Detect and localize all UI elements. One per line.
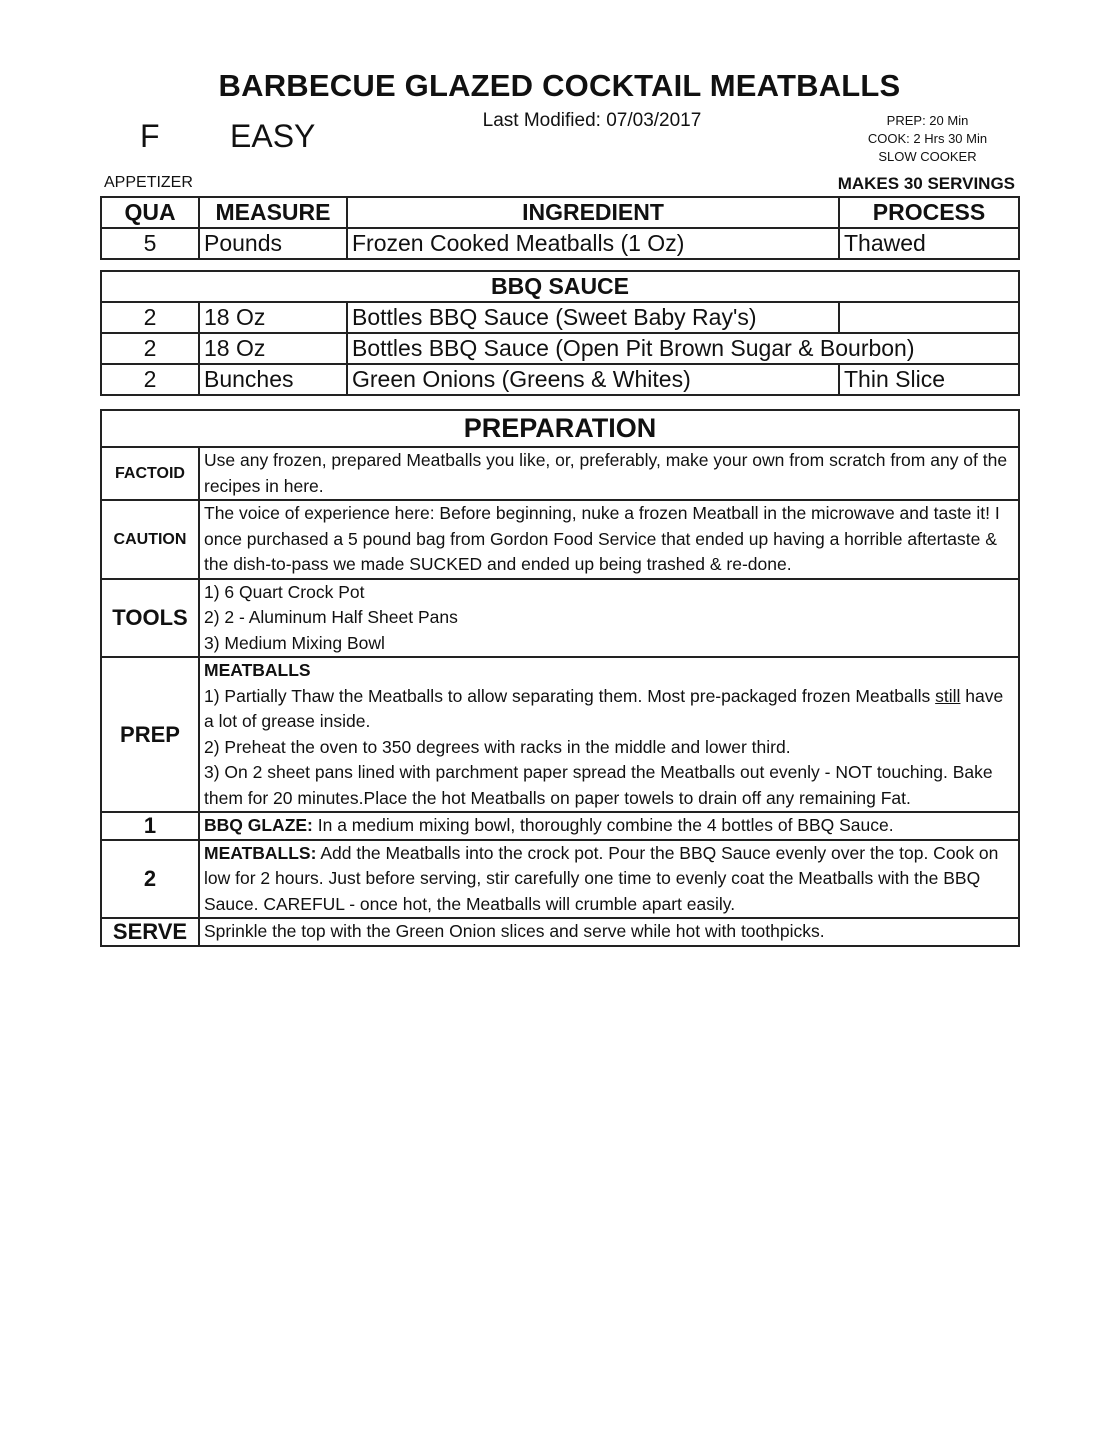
ingredient-measure: Pounds bbox=[199, 228, 347, 259]
caution-text: The voice of experience here: Before beginning, nuke a frozen Meatball in the microwave and taste it! I once purchased a 5 pound bag from Gordon Food Service that ended up having a horrible aftertaste & the dish-to-pass we made SUCKED and ended up being trashed & re-done. bbox=[199, 500, 1019, 579]
difficulty: EASY bbox=[230, 118, 316, 154]
prep-heading: MEATBALLS bbox=[204, 660, 311, 680]
sauce-section-title: BBQ SAUCE bbox=[101, 271, 1019, 302]
step-2-label: 2 bbox=[101, 840, 199, 919]
ingredient-qty: 5 bbox=[101, 228, 199, 259]
ingredient-row bbox=[101, 364, 1019, 395]
factoid-label: FACTOID bbox=[101, 447, 199, 500]
serve-label: SERVE bbox=[101, 918, 199, 946]
prep-label: PREP bbox=[101, 657, 199, 812]
factoid-row bbox=[101, 447, 1019, 500]
col-header-ingredient: INGREDIENT bbox=[347, 197, 839, 228]
ingredient-process: Thin Slice bbox=[839, 364, 1019, 395]
tool-item: 2) 2 - Aluminum Half Sheet Pans bbox=[204, 607, 458, 627]
cook-method: SLOW COOKER bbox=[878, 149, 977, 164]
serve-text: Sprinkle the top with the Green Onion slices and serve while hot with toothpicks. bbox=[199, 918, 1019, 946]
tools-list bbox=[199, 579, 1019, 658]
ingredient-name: Bottles BBQ Sauce (Sweet Baby Ray's) bbox=[347, 302, 839, 333]
tools-row bbox=[101, 579, 1019, 658]
step-1-row bbox=[101, 812, 1019, 840]
prep-step-1: 1) Partially Thaw the Meatballs to allow separating them. Most pre-packaged frozen Meatballs still have a lot of grease inside. bbox=[204, 685, 1004, 731]
serve-row bbox=[101, 918, 1019, 946]
ingredient-measure: 18 Oz bbox=[199, 302, 347, 333]
col-header-qua: QUA bbox=[101, 197, 199, 228]
step-2-text: MEATBALLS: Add the Meatballs into the crock pot. Pour the BBQ Sauce evenly over the top. Cook on low for 2 hours. Just before serving, stir carefully one time to evenly coat the Meatballs with the BBQ Sauce. CAREFUL - once hot, the Meatballs will crumble apart easily. bbox=[199, 840, 1019, 919]
col-header-process: PROCESS bbox=[839, 197, 1019, 228]
ingredients-header-row bbox=[101, 197, 1019, 228]
prep-step-2: 2) Preheat the oven to 350 degrees with racks in the middle and lower third. bbox=[204, 736, 791, 757]
ingredient-measure: 18 Oz bbox=[199, 333, 347, 364]
cook-time: COOK: 2 Hrs 30 Min bbox=[867, 131, 988, 146]
caution-row bbox=[101, 500, 1019, 579]
ingredient-qty: 2 bbox=[101, 302, 199, 333]
step-2-row bbox=[101, 840, 1019, 919]
ingredient-process: Thawed bbox=[839, 228, 1019, 259]
tool-item: 1) 6 Quart Crock Pot bbox=[204, 581, 365, 602]
step-1-label: 1 bbox=[101, 812, 199, 840]
ingredient-qty: 2 bbox=[101, 333, 199, 364]
step-1-text: BBQ GLAZE: In a medium mixing bowl, thoroughly combine the 4 bottles of BBQ Sauce. bbox=[199, 812, 1019, 840]
ingredient-measure: Bunches bbox=[199, 364, 347, 395]
preparation-title: PREPARATION bbox=[101, 410, 1019, 447]
ingredient-row bbox=[101, 228, 1019, 259]
category: APPETIZER bbox=[104, 174, 193, 191]
time-info bbox=[850, 112, 1005, 166]
prep-text bbox=[199, 657, 1019, 812]
tools-label: TOOLS bbox=[101, 579, 199, 658]
ingredient-name: Frozen Cooked Meatballs (1 Oz) bbox=[347, 228, 839, 259]
prep-step-3: 3) On 2 sheet pans lined with parchment paper spread the Meatballs out evenly - NOT touching. Bake them for 20 minutes.Place the hot Meatballs on paper towels to drain off any remaining Fat. bbox=[204, 762, 993, 808]
prep-row bbox=[101, 657, 1019, 812]
recipe-title: BARBECUE GLAZED COCKTAIL MEATBALLS bbox=[218, 68, 901, 103]
last-modified: Last Modified: 07/03/2017 bbox=[482, 110, 702, 131]
ingredient-process bbox=[839, 302, 1019, 333]
servings: MAKES 30 SERVINGS bbox=[837, 174, 1015, 193]
caution-label: CAUTION bbox=[101, 500, 199, 579]
ingredient-name: Bottles BBQ Sauce (Open Pit Brown Sugar & Bourbon) bbox=[347, 333, 1019, 364]
rating: F bbox=[140, 118, 160, 154]
ingredient-row bbox=[101, 302, 1019, 333]
preparation-table bbox=[100, 409, 1020, 947]
factoid-text: Use any frozen, prepared Meatballs you like, or, preferably, make your own from scratch from any of the recipes in here. bbox=[199, 447, 1019, 500]
col-header-measure: MEASURE bbox=[199, 197, 347, 228]
sauce-table bbox=[100, 270, 1020, 396]
tool-item: 3) Medium Mixing Bowl bbox=[204, 632, 385, 653]
ingredient-qty: 2 bbox=[101, 364, 199, 395]
ingredients-table bbox=[100, 196, 1020, 260]
ingredient-name: Green Onions (Greens & Whites) bbox=[347, 364, 839, 395]
prep-time: PREP: 20 Min bbox=[886, 113, 969, 128]
ingredient-row bbox=[101, 333, 1019, 364]
